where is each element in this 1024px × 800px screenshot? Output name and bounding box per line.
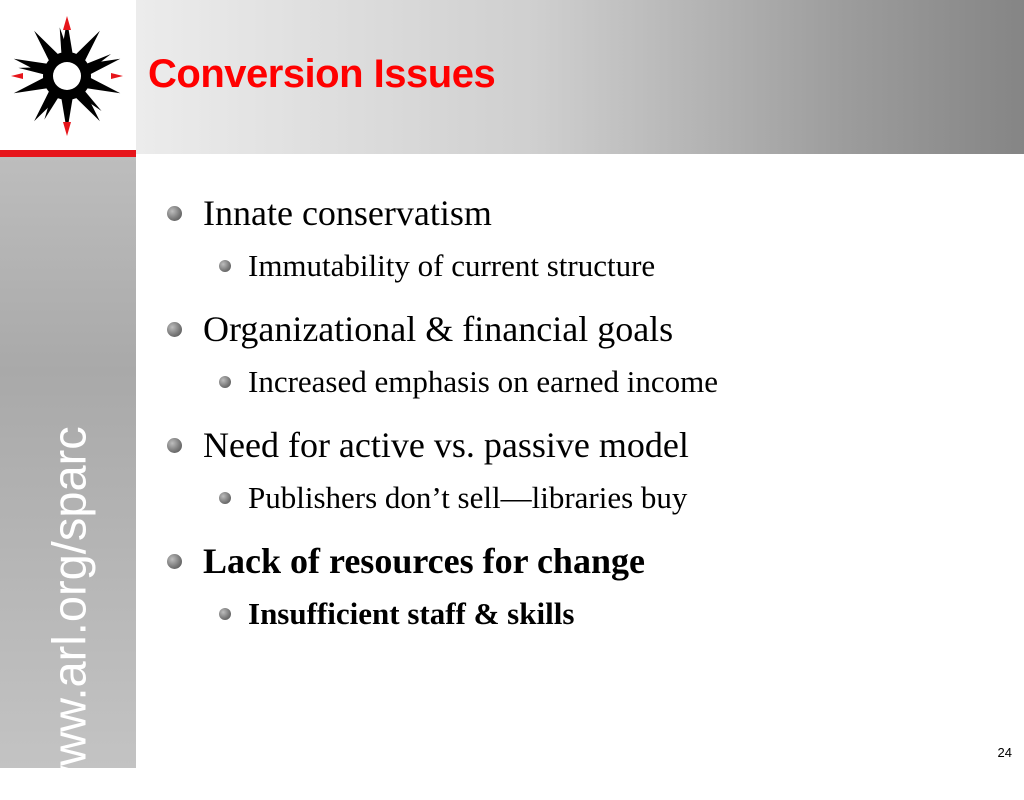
sub-bullet-text: Increased emphasis on earned income: [248, 364, 718, 399]
bullet-icon: [167, 322, 182, 337]
bullet-icon: [167, 554, 182, 569]
sub-bullet-item: [164, 594, 1014, 634]
sidebar: [0, 157, 136, 800]
bullet-text: Lack of resources for change: [203, 541, 645, 581]
sub-bullet-text: Insufficient staff & skills: [248, 596, 575, 631]
sub-bullet-item: [164, 478, 1014, 518]
sub-bullet-item: [164, 246, 1014, 286]
bullet-item: [164, 538, 1014, 584]
bullet-icon: [219, 260, 231, 272]
sub-bullet-text: Immutability of current structure: [248, 248, 656, 283]
logo-area: [0, 0, 136, 150]
sidebar-url: www.arl.org/sparc: [42, 426, 96, 800]
bullet-icon: [219, 376, 231, 388]
bullet-list: [164, 190, 1014, 654]
bullet-text: Innate conservatism: [203, 193, 492, 233]
bullet-item: [164, 190, 1014, 236]
bullet-icon: [219, 608, 231, 620]
page-number: 24: [997, 745, 1012, 760]
sub-bullet-text: Publishers don’t sell—libraries buy: [248, 480, 688, 515]
sub-bullet-item: [164, 362, 1014, 402]
bullet-item: [164, 306, 1014, 352]
sparc-starburst-logo-icon: [4, 10, 130, 138]
bullet-item: [164, 422, 1014, 468]
bullet-icon: [167, 438, 182, 453]
slide-title: Conversion Issues: [148, 52, 496, 96]
bullet-icon: [167, 206, 182, 221]
bullet-icon: [219, 492, 231, 504]
accent-rule: [0, 150, 136, 157]
bullet-text: Organizational & financial goals: [203, 309, 674, 349]
bullet-text: Need for active vs. passive model: [203, 425, 689, 465]
